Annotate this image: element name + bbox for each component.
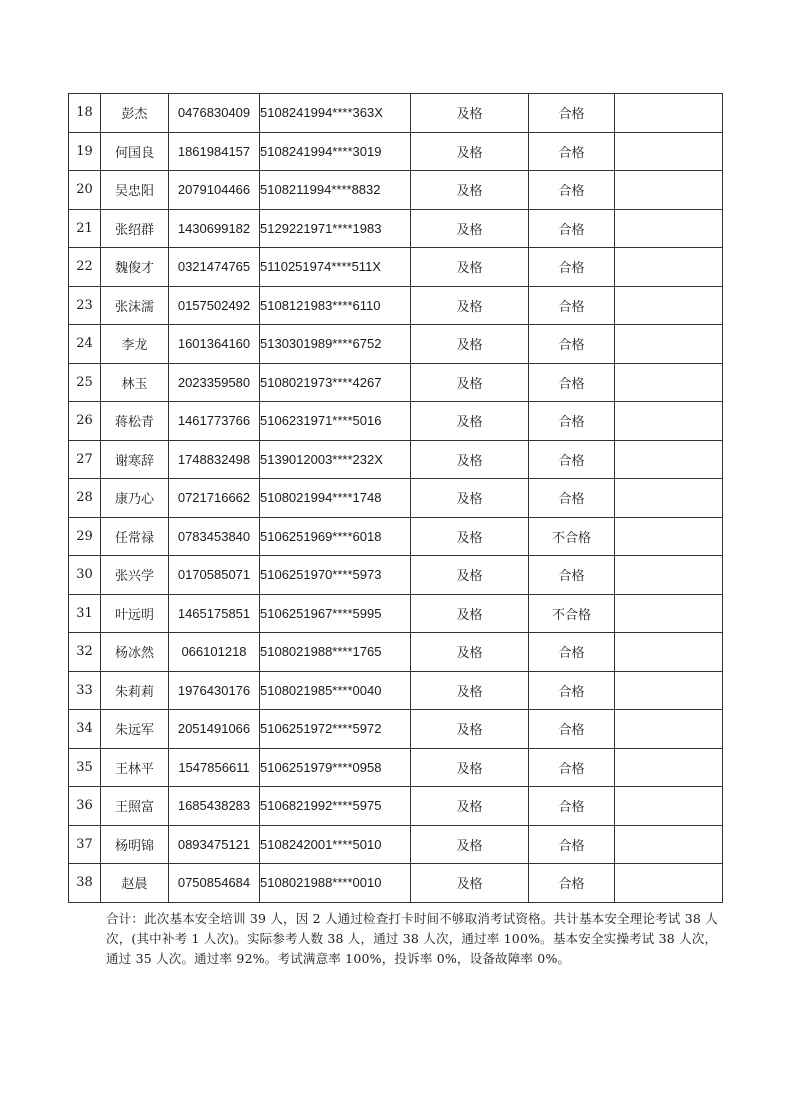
row-number: 33 xyxy=(69,671,101,710)
theory-exam-result: 及格 xyxy=(411,671,529,710)
table-row xyxy=(69,748,723,787)
table-row xyxy=(69,286,723,325)
trainee-phone: 0721716662 xyxy=(169,479,260,518)
trainee-name: 王林平 xyxy=(101,748,169,787)
trainee-name: 赵晨 xyxy=(101,864,169,903)
remarks-cell xyxy=(615,825,723,864)
remarks-cell xyxy=(615,594,723,633)
table-row xyxy=(69,825,723,864)
trainee-id-number: 5108021988****0010 xyxy=(260,864,411,903)
trainee-name: 朱远军 xyxy=(101,710,169,749)
table-row xyxy=(69,787,723,826)
trainee-phone: 1685438283 xyxy=(169,787,260,826)
theory-exam-result: 及格 xyxy=(411,363,529,402)
trainee-phone: 0750854684 xyxy=(169,864,260,903)
row-number: 24 xyxy=(69,325,101,364)
row-number: 19 xyxy=(69,132,101,171)
trainee-phone: 0170585071 xyxy=(169,556,260,595)
trainee-name: 林玉 xyxy=(101,363,169,402)
theory-exam-result: 及格 xyxy=(411,710,529,749)
trainee-phone: 2079104466 xyxy=(169,171,260,210)
table-row xyxy=(69,132,723,171)
trainee-id-number: 5106231971****5016 xyxy=(260,402,411,441)
theory-exam-result: 及格 xyxy=(411,864,529,903)
trainee-phone: 0893475121 xyxy=(169,825,260,864)
row-number: 31 xyxy=(69,594,101,633)
trainee-phone: 1547856611 xyxy=(169,748,260,787)
practical-exam-result: 合格 xyxy=(529,248,615,287)
trainee-id-number: 5106821992****5975 xyxy=(260,787,411,826)
table-row xyxy=(69,710,723,749)
summary-note: 合计：此次基本安全培训 39 人，因 2 人通过检查打卡时间不够取消考试资格。共计基本安全理论考试 38 人次，(其中补考 1 人次)。实际参考人数 38 人，通过 38 人次，通过率 100%。基本安全实操考试 38 人次，通过 35 人次。通过率 92%。考试满意率 100%，投诉率 0%，设备故障率 0%。 xyxy=(106,910,718,966)
practical-exam-result: 合格 xyxy=(529,633,615,672)
trainee-name: 魏俊才 xyxy=(101,248,169,287)
remarks-cell xyxy=(615,402,723,441)
trainee-phone: 2051491066 xyxy=(169,710,260,749)
remarks-cell xyxy=(615,209,723,248)
trainee-name: 康乃心 xyxy=(101,479,169,518)
table-row xyxy=(69,248,723,287)
trainee-id-number: 5108211994****8832 xyxy=(260,171,411,210)
practical-exam-result: 合格 xyxy=(529,363,615,402)
row-number: 21 xyxy=(69,209,101,248)
practical-exam-result: 合格 xyxy=(529,671,615,710)
practical-exam-result: 合格 xyxy=(529,710,615,749)
trainee-id-number: 5108021973****4267 xyxy=(260,363,411,402)
table-row xyxy=(69,171,723,210)
trainee-name: 李龙 xyxy=(101,325,169,364)
practical-exam-result: 合格 xyxy=(529,132,615,171)
table-row xyxy=(69,671,723,710)
practical-exam-result: 合格 xyxy=(529,825,615,864)
trainee-id-number: 5108242001****5010 xyxy=(260,825,411,864)
row-number: 38 xyxy=(69,864,101,903)
theory-exam-result: 及格 xyxy=(411,748,529,787)
roster-body xyxy=(69,94,723,903)
remarks-cell xyxy=(615,132,723,171)
remarks-cell xyxy=(615,363,723,402)
theory-exam-result: 及格 xyxy=(411,440,529,479)
theory-exam-result: 及格 xyxy=(411,556,529,595)
practical-exam-result: 合格 xyxy=(529,440,615,479)
remarks-cell xyxy=(615,171,723,210)
roster-table xyxy=(68,93,723,903)
remarks-cell xyxy=(615,479,723,518)
row-number: 29 xyxy=(69,517,101,556)
practical-exam-result: 合格 xyxy=(529,209,615,248)
remarks-cell xyxy=(615,440,723,479)
trainee-name: 张沫濡 xyxy=(101,286,169,325)
practical-exam-result: 合格 xyxy=(529,325,615,364)
trainee-name: 蒋松青 xyxy=(101,402,169,441)
practical-exam-result: 不合格 xyxy=(529,594,615,633)
practical-exam-result: 合格 xyxy=(529,748,615,787)
trainee-id-number: 5106251970****5973 xyxy=(260,556,411,595)
theory-exam-result: 及格 xyxy=(411,325,529,364)
remarks-cell xyxy=(615,556,723,595)
table-row xyxy=(69,556,723,595)
theory-exam-result: 及格 xyxy=(411,248,529,287)
practical-exam-result: 合格 xyxy=(529,94,615,133)
row-number: 22 xyxy=(69,248,101,287)
practical-exam-result: 合格 xyxy=(529,479,615,518)
row-number: 36 xyxy=(69,787,101,826)
trainee-name: 王照富 xyxy=(101,787,169,826)
trainee-id-number: 5106251972****5972 xyxy=(260,710,411,749)
trainee-id-number: 5130301989****6752 xyxy=(260,325,411,364)
table-row xyxy=(69,440,723,479)
trainee-phone: 0321474765 xyxy=(169,248,260,287)
table-row xyxy=(69,94,723,133)
theory-exam-result: 及格 xyxy=(411,132,529,171)
table-row xyxy=(69,402,723,441)
trainee-id-number: 5108241994****3019 xyxy=(260,132,411,171)
practical-exam-result: 不合格 xyxy=(529,517,615,556)
trainee-phone: 0783453840 xyxy=(169,517,260,556)
trainee-phone: 1465175851 xyxy=(169,594,260,633)
table-row xyxy=(69,864,723,903)
trainee-name: 张兴学 xyxy=(101,556,169,595)
remarks-cell xyxy=(615,517,723,556)
trainee-id-number: 5106251979****0958 xyxy=(260,748,411,787)
row-number: 32 xyxy=(69,633,101,672)
theory-exam-result: 及格 xyxy=(411,286,529,325)
remarks-cell xyxy=(615,787,723,826)
theory-exam-result: 及格 xyxy=(411,402,529,441)
trainee-phone: 1461773766 xyxy=(169,402,260,441)
row-number: 37 xyxy=(69,825,101,864)
row-number: 23 xyxy=(69,286,101,325)
trainee-name: 吴忠阳 xyxy=(101,171,169,210)
remarks-cell xyxy=(615,748,723,787)
trainee-name: 杨明锦 xyxy=(101,825,169,864)
table-row xyxy=(69,363,723,402)
remarks-cell xyxy=(615,633,723,672)
practical-exam-result: 合格 xyxy=(529,787,615,826)
row-number: 26 xyxy=(69,402,101,441)
trainee-name: 彭杰 xyxy=(101,94,169,133)
theory-exam-result: 及格 xyxy=(411,787,529,826)
trainee-phone: 1601364160 xyxy=(169,325,260,364)
row-number: 30 xyxy=(69,556,101,595)
table-row xyxy=(69,517,723,556)
trainee-id-number: 5108021994****1748 xyxy=(260,479,411,518)
trainee-id-number: 5139012003****232X xyxy=(260,440,411,479)
theory-exam-result: 及格 xyxy=(411,594,529,633)
remarks-cell xyxy=(615,671,723,710)
table-row xyxy=(69,209,723,248)
trainee-phone: 1861984157 xyxy=(169,132,260,171)
trainee-phone: 2023359580 xyxy=(169,363,260,402)
trainee-name: 杨冰然 xyxy=(101,633,169,672)
remarks-cell xyxy=(615,248,723,287)
remarks-cell xyxy=(615,710,723,749)
practical-exam-result: 合格 xyxy=(529,864,615,903)
trainee-phone: 1748832498 xyxy=(169,440,260,479)
theory-exam-result: 及格 xyxy=(411,209,529,248)
row-number: 28 xyxy=(69,479,101,518)
practical-exam-result: 合格 xyxy=(529,556,615,595)
theory-exam-result: 及格 xyxy=(411,633,529,672)
row-number: 35 xyxy=(69,748,101,787)
trainee-phone: 1976430176 xyxy=(169,671,260,710)
theory-exam-result: 及格 xyxy=(411,479,529,518)
trainee-name: 朱莉莉 xyxy=(101,671,169,710)
row-number: 20 xyxy=(69,171,101,210)
theory-exam-result: 及格 xyxy=(411,825,529,864)
table-row xyxy=(69,633,723,672)
trainee-name: 张绍群 xyxy=(101,209,169,248)
row-number: 18 xyxy=(69,94,101,133)
trainee-id-number: 5108021985****0040 xyxy=(260,671,411,710)
table-row xyxy=(69,479,723,518)
trainee-name: 任常禄 xyxy=(101,517,169,556)
trainee-name: 谢寒辞 xyxy=(101,440,169,479)
trainee-id-number: 5108241994****363X xyxy=(260,94,411,133)
practical-exam-result: 合格 xyxy=(529,402,615,441)
theory-exam-result: 及格 xyxy=(411,171,529,210)
remarks-cell xyxy=(615,325,723,364)
remarks-cell xyxy=(615,286,723,325)
trainee-id-number: 5108121983****6110 xyxy=(260,286,411,325)
theory-exam-result: 及格 xyxy=(411,517,529,556)
row-number: 27 xyxy=(69,440,101,479)
practical-exam-result: 合格 xyxy=(529,286,615,325)
row-number: 34 xyxy=(69,710,101,749)
theory-exam-result: 及格 xyxy=(411,94,529,133)
trainee-phone: 1430699182 xyxy=(169,209,260,248)
trainee-phone: 066101218 xyxy=(169,633,260,672)
practical-exam-result: 合格 xyxy=(529,171,615,210)
table-row xyxy=(69,594,723,633)
trainee-id-number: 5129221971****1983 xyxy=(260,209,411,248)
trainee-name: 何国良 xyxy=(101,132,169,171)
trainee-phone: 0157502492 xyxy=(169,286,260,325)
roster-sheet xyxy=(68,93,722,969)
trainee-id-number: 5106251967****5995 xyxy=(260,594,411,633)
trainee-id-number: 5108021988****1765 xyxy=(260,633,411,672)
row-number: 25 xyxy=(69,363,101,402)
remarks-cell xyxy=(615,94,723,133)
trainee-phone: 0476830409 xyxy=(169,94,260,133)
remarks-cell xyxy=(615,864,723,903)
table-row xyxy=(69,325,723,364)
trainee-id-number: 5110251974****511X xyxy=(260,248,411,287)
trainee-id-number: 5106251969****6018 xyxy=(260,517,411,556)
trainee-name: 叶远明 xyxy=(101,594,169,633)
